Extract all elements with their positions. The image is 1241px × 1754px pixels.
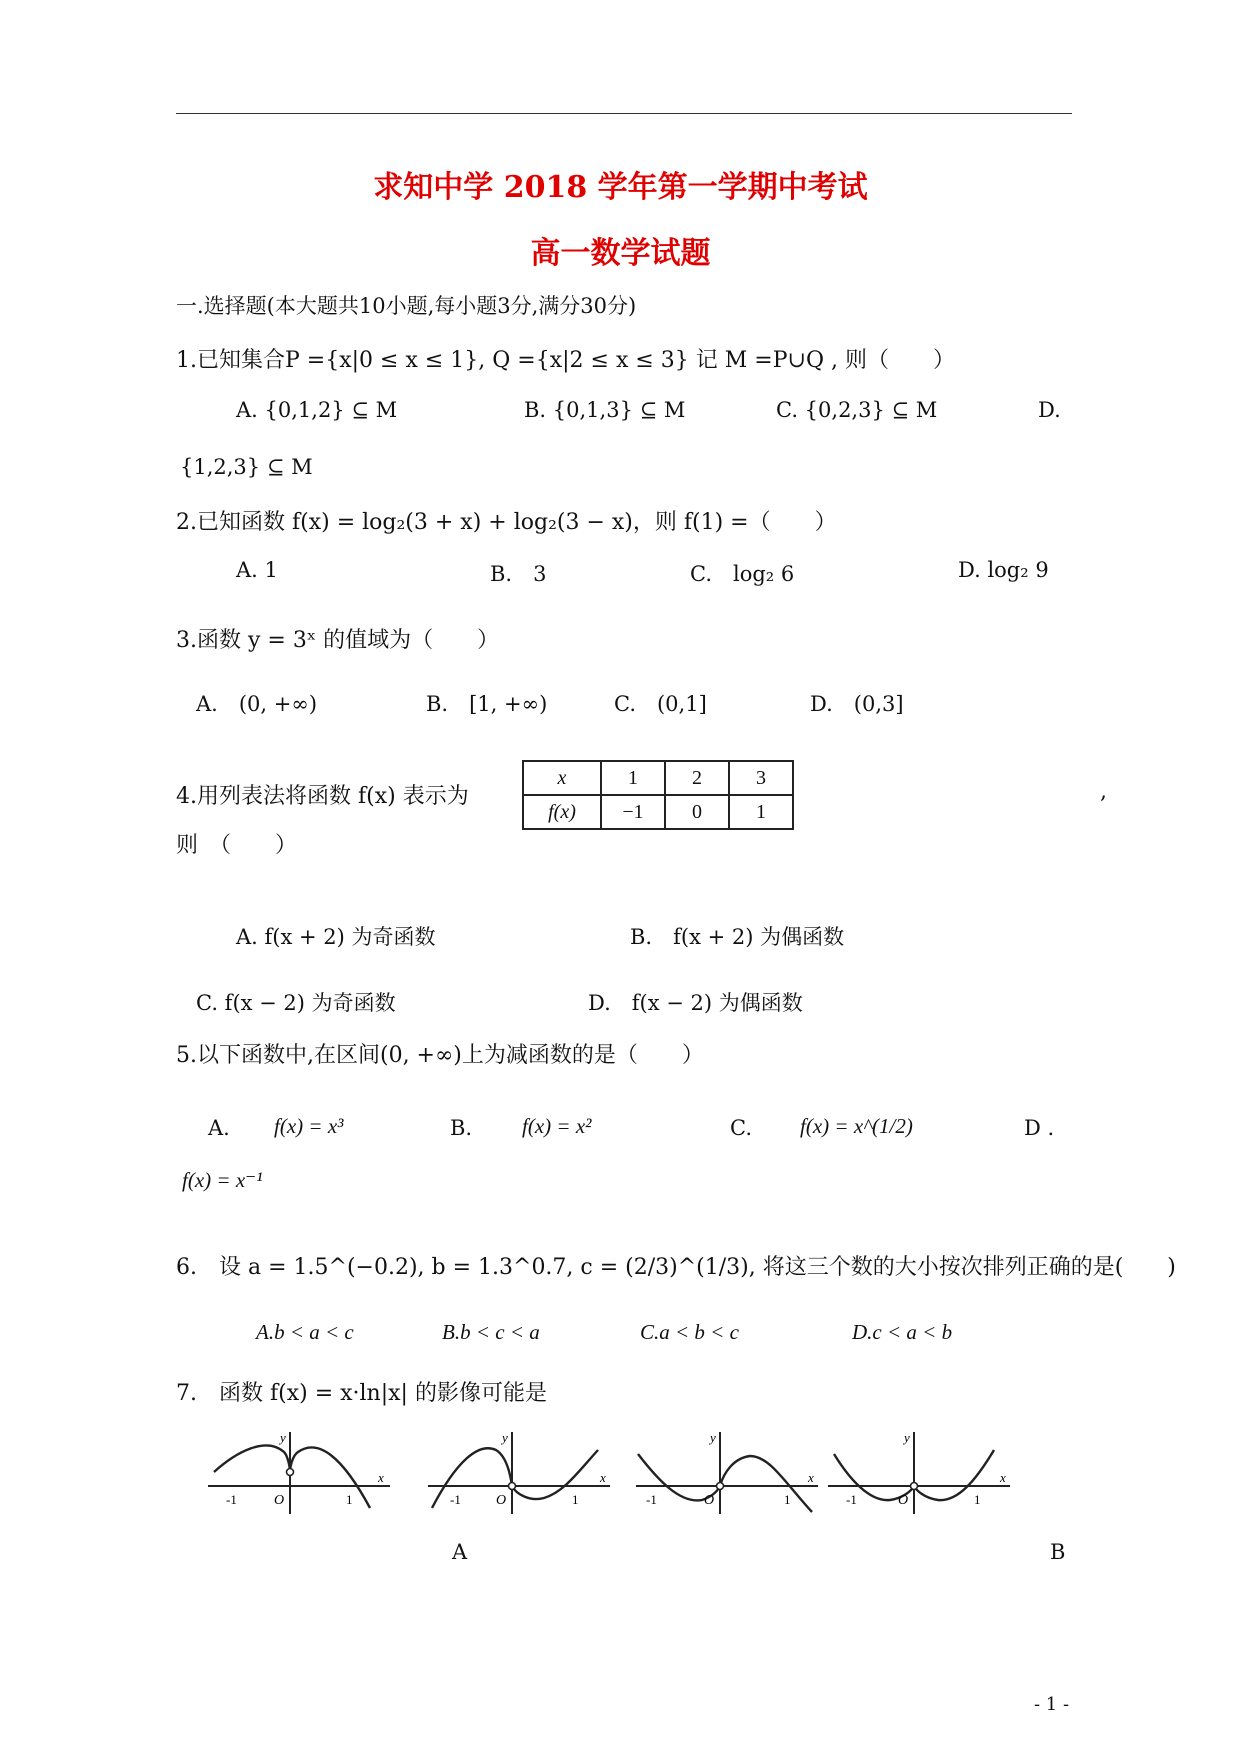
table-row [523, 795, 793, 829]
q3-option-a: A. (0, +∞) [196, 692, 318, 716]
table-cell: 2 [665, 761, 729, 795]
origin-label: O [704, 1493, 715, 1508]
q3-option-d: D. (0,3] [810, 692, 904, 716]
q2-option-a: A. 1 [236, 558, 278, 582]
q6-option-b: B.b < c < a [442, 1320, 540, 1344]
exam-title: 求知中学 2018 学年第一学期中考试 [373, 170, 868, 205]
table-cell: 1 [601, 761, 665, 795]
q1-option-b: B. {0,1,3} ⊆ M [524, 398, 686, 422]
q2-stem: 2.已知函数 f(x) = log₂(3 + x) + log₂(3 − x)，则 f(1) =（ ） [176, 510, 837, 535]
q5-option-c-label: C. [730, 1116, 752, 1140]
tick-label: -1 [646, 1492, 657, 1507]
q3-option-c: C. (0,1] [614, 692, 707, 716]
q1-stem: 1.已知集合P ={x|0 ≤ x ≤ 1}, Q ={x|2 ≤ x ≤ 3} 记 M =P∪Q , 则（ ） [176, 348, 955, 373]
q4-option-a: A. f(x + 2) 为奇函数 [236, 925, 436, 949]
q2-option-c: C. log₂ 6 [690, 562, 795, 586]
axis-label-y: y [280, 1430, 286, 1445]
table-cell: −1 [601, 795, 665, 829]
axis-label-y: y [904, 1430, 910, 1445]
origin-label: O [898, 1493, 909, 1508]
section-heading: 一.选择题(本大题共10小题,每小题3分,满分30分) [176, 294, 637, 318]
page-number: - 1 - [1034, 1694, 1070, 1715]
q5-option-a-label: A. [208, 1116, 230, 1140]
q1-option-d-label: D. [1038, 398, 1061, 422]
tick-label: -1 [450, 1492, 461, 1507]
tick-label: 1 [346, 1492, 353, 1507]
q4-function-table [522, 760, 794, 830]
q5-option-b: f(x) = x² [522, 1114, 592, 1138]
q4-option-c: C. f(x − 2) 为奇函数 [196, 991, 396, 1015]
q5-option-b-label: B. [450, 1116, 473, 1140]
q7-stem: 7. 函数 f(x) = x·ln|x| 的影像可能是 [176, 1381, 547, 1406]
table-cell: x [523, 761, 601, 795]
q1-option-d: {1,2,3} ⊆ M [180, 455, 313, 479]
axis-label-x: x [1000, 1470, 1006, 1485]
table-cell: f(x) [523, 795, 601, 829]
q5-option-d: f(x) = x⁻¹ [182, 1168, 263, 1192]
tick-label: -1 [226, 1492, 237, 1507]
q6-option-a: A.b < a < c [256, 1320, 354, 1344]
origin-label: O [274, 1493, 285, 1508]
table-cell: 1 [729, 795, 793, 829]
q4-comma: , [1100, 779, 1107, 804]
graph-d [826, 1428, 1012, 1516]
q4-option-b: B. f(x + 2) 为偶函数 [630, 925, 845, 949]
q5-stem: 5.以下函数中,在区间(0, +∞)上为减函数的是（ ） [176, 1043, 704, 1068]
exam-subtitle: 高一数学试题 [530, 236, 711, 271]
q6-option-c: C.a < b < c [640, 1320, 739, 1344]
q1-option-c: C. {0,2,3} ⊆ M [776, 398, 938, 422]
tick-label: -1 [846, 1492, 857, 1507]
graph-b [426, 1428, 612, 1516]
axis-label-x: x [600, 1470, 606, 1485]
axis-label-x: x [378, 1470, 384, 1485]
tick-label: 1 [974, 1492, 981, 1507]
q2-option-b: B. 3 [490, 562, 547, 586]
table-cell: 3 [729, 761, 793, 795]
graph-label-b: B [1050, 1540, 1066, 1564]
q3-stem: 3.函数 y = 3ˣ 的值域为（ ） [176, 628, 500, 653]
axis-label-y: y [502, 1430, 508, 1445]
q4-stem: 4.用列表法将函数 f(x) 表示为 [176, 784, 469, 809]
q5-option-a: f(x) = x³ [274, 1114, 344, 1138]
q5-option-d-label: D . [1024, 1116, 1055, 1140]
q4-option-d: D. f(x − 2) 为偶函数 [588, 991, 803, 1015]
axis-label-y: y [710, 1430, 716, 1445]
tick-label: 1 [572, 1492, 579, 1507]
q6-stem: 6. 设 a = 1.5^(−0.2), b = 1.3^0.7, c = (2/3)^(1/3), 将这三个数的大小按次排列正确的是( ) [176, 1255, 1176, 1280]
q1-option-a: A. {0,1,2} ⊆ M [236, 398, 398, 422]
header-rule [176, 113, 1072, 114]
q2-option-d: D. log₂ 9 [958, 558, 1049, 582]
table-cell: 0 [665, 795, 729, 829]
q5-option-c: f(x) = x^(1/2) [800, 1114, 913, 1138]
q3-option-b: B. [1, +∞) [426, 692, 548, 716]
graph-label-a: A [452, 1540, 468, 1564]
q6-option-d: D.c < a < b [852, 1320, 953, 1344]
table-row [523, 761, 793, 795]
tick-label: 1 [784, 1492, 791, 1507]
graph-c [634, 1428, 820, 1516]
q4-stem-cont: 则 （ ） [176, 833, 298, 858]
graph-a [206, 1428, 392, 1516]
axis-label-x: x [808, 1470, 814, 1485]
origin-label: O [496, 1493, 507, 1508]
